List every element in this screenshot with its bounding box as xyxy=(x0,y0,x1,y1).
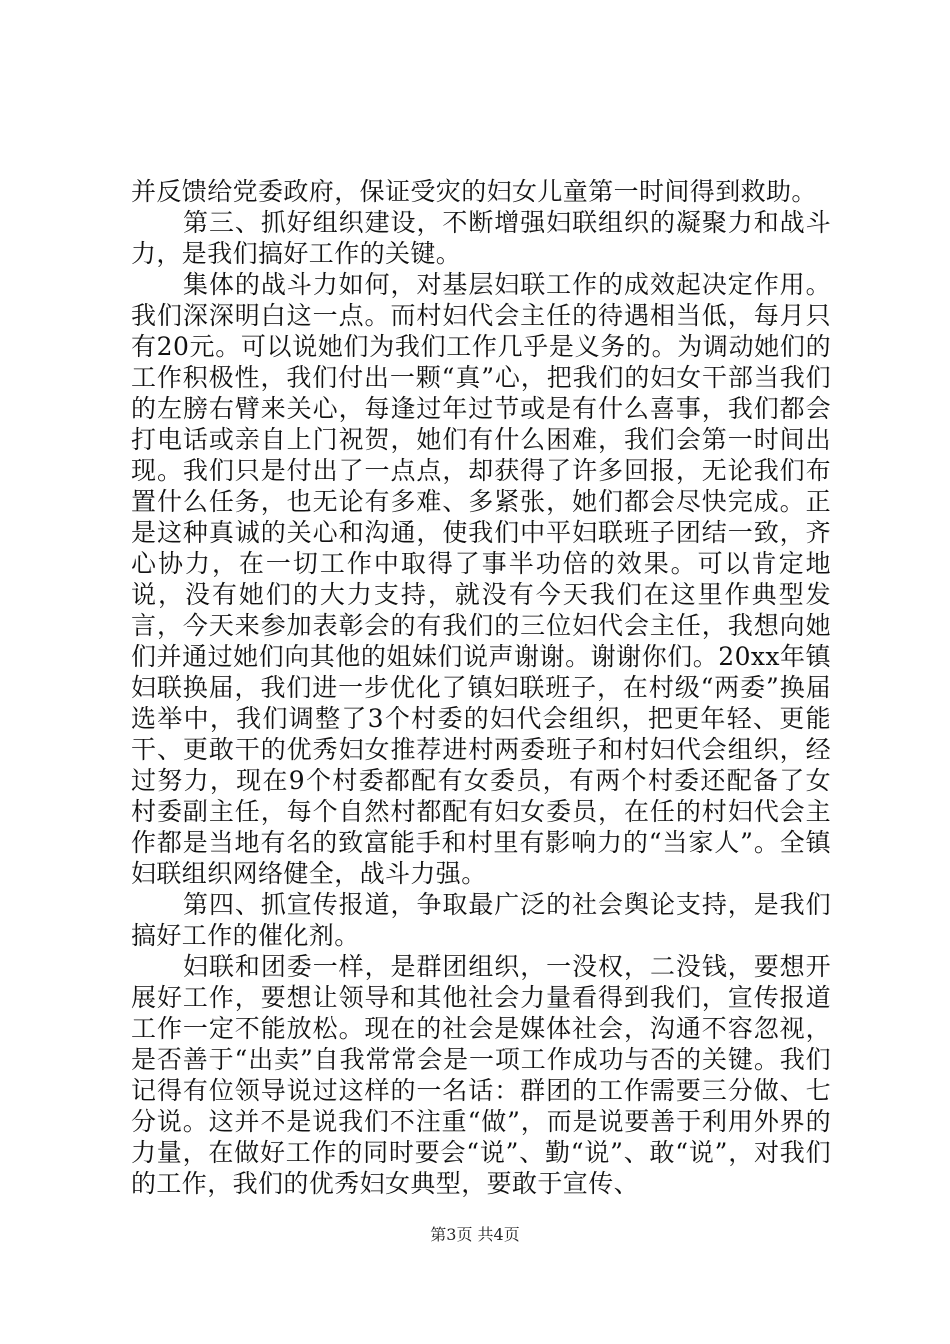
paragraph-heading-third: 第三、抓好组织建设，不断增强妇联组织的凝聚力和战斗力，是我们搞好工作的关键。 xyxy=(131,208,831,268)
paragraph-heading-fourth: 第四、抓宣传报道，争取最广泛的社会舆论支持，是我们搞好工作的催化剂。 xyxy=(131,890,831,950)
document-body xyxy=(131,176,831,1199)
paragraph-continuation: 并反馈给党委政府，保证受灾的妇女儿童第一时间得到救助。 xyxy=(131,177,817,206)
paragraph-body-publicity: 妇联和团委一样，是群团组织，一没权，二没钱，要想开展好工作，要想让领导和其他社会力量看得到我们，宣传报道工作一定不能放松。现在的社会是媒体社会，沟通不容忽视，是否善于“出卖”自我常常会是一项工作成功与否的关键。我们记得有位领导说过这样的一名话：群团的工作需要三分做、七分说。这并不是说我们不注重“做”，而是说要善于利用外界的力量，在做好工作的同时要会“说”、勤“说”、敢“说”，对我们的工作，我们的优秀妇女典型，要敢于宣传、 xyxy=(131,952,831,1198)
paragraph-body-organization: 集体的战斗力如何，对基层妇联工作的成效起决定作用。我们深深明白这一点。而村妇代会主任的待遇相当低，每月只有20元。可以说她们为我们工作几乎是义务的。为调动她们的工作积极性，我们付出一颗“真”心，把我们的妇女干部当我们的左膀右臂来关心，每逢过年过节或是有什么喜事，我们都会打电话或亲自上门祝贺，她们有什么困难，我们会第一时间出现。我们只是付出了一点点，却获得了许多回报，无论我们布置什么任务，也无论有多难、多紧张，她们都会尽快完成。正是这种真诚的关心和沟通，使我们中平妇联班子团结一致，齐心协力，在一切工作中取得了事半功倍的效果。可以肯定地说，没有她们的大力支持，就没有今天我们在这里作典型发言，今天来参加表彰会的有我们的三位妇代会主任，我想向她们并通过她们向其他的姐妹们说声谢谢。谢谢你们。20xx年镇妇联换届，我们进一步优化了镇妇联班子，在村级“两委”换届选举中，我们调整了3个村委的妇代会组织，把更年轻、更能干、更敢干的优秀妇女推荐进村两委班子和村妇代会组织，经过努力，现在9个村委都配有女委员，有两个村委还配备了女村委副主任，每个自然村都配有妇女委员，在任的村妇代会主作都是当地有名的致富能手和村里有影响力的“当家人”。全镇妇联组织网络健全，战斗力强。 xyxy=(131,270,831,888)
page-number-footer: 第3页 共4页 xyxy=(430,1225,520,1244)
